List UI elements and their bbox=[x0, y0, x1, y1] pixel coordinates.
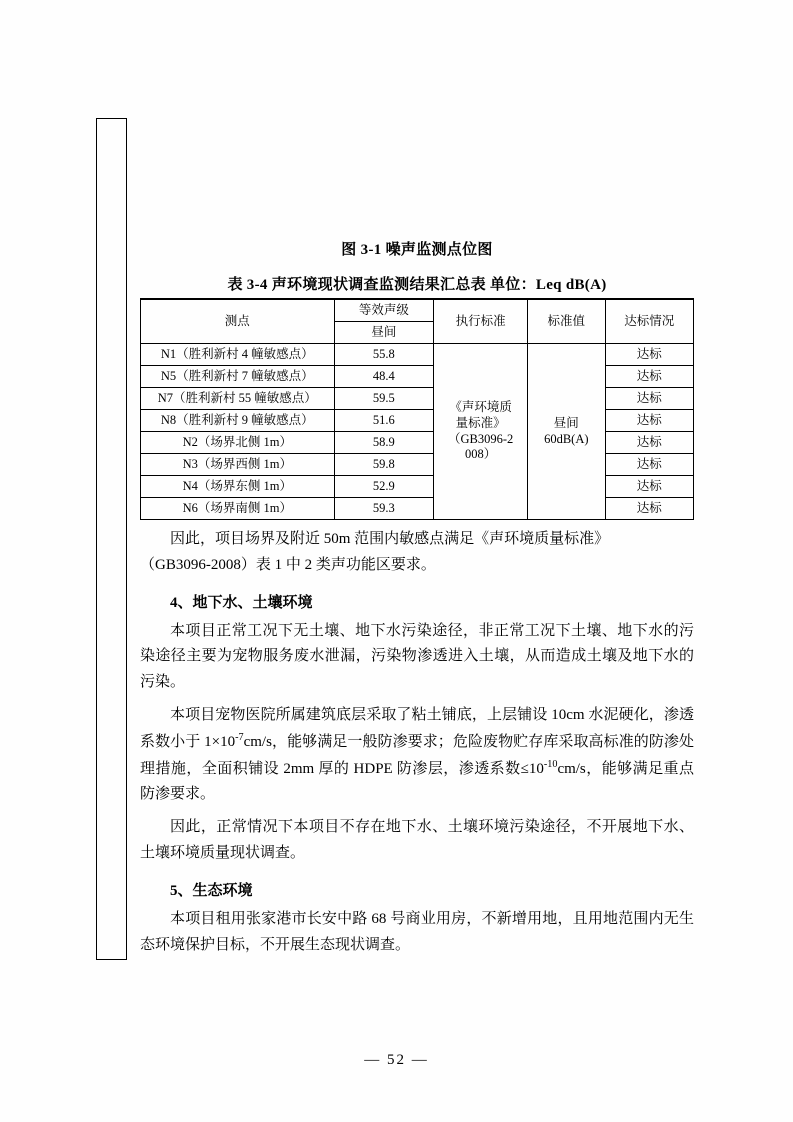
standard-line2: 量标准》 bbox=[455, 415, 506, 430]
header-standard: 执行标准 bbox=[434, 299, 528, 344]
paragraph-groundwater-1: 本项目正常工况下无土壤、地下水污染途径，非正常工况下土壤、地下水的污染途径主要为宠物服务废水泄漏，污染物渗透进入土壤，从而造成土壤及地下水的污染。 bbox=[140, 622, 694, 691]
noise-monitoring-table bbox=[140, 298, 694, 520]
header-standard-value: 标准值 bbox=[528, 299, 605, 344]
cell-result: 达标 bbox=[605, 476, 694, 498]
header-result: 达标情况 bbox=[605, 299, 694, 344]
cell-result: 达标 bbox=[605, 432, 694, 454]
header-point: 测点 bbox=[141, 299, 335, 344]
cell-standard-value bbox=[528, 344, 605, 520]
cell-result: 达标 bbox=[605, 498, 694, 520]
cell-day: 59.3 bbox=[334, 498, 434, 520]
standard-value-line2: 60dB(A) bbox=[544, 431, 589, 446]
heading-groundwater-soil: 4、地下水、土壤环境 bbox=[170, 594, 313, 611]
page-content bbox=[140, 130, 694, 958]
cell-standard bbox=[434, 344, 528, 520]
cell-day: 58.9 bbox=[334, 432, 434, 454]
header-level-day: 昼间 bbox=[334, 322, 434, 344]
standard-line1: 《声环境质 bbox=[449, 400, 512, 415]
p3-part-a: 本项目宠物医院所属建筑底层采取了粘土铺底，上层铺设 10cm 水泥硬化，渗透系数小于 1×10 bbox=[140, 706, 694, 750]
cell-day: 59.5 bbox=[334, 388, 434, 410]
paragraph-groundwater-3: 因此，正常情况下本项目不存在地下水、土壤环境污染途径，不开展地下水、土壤环境质量现状调查。 bbox=[140, 819, 694, 861]
cell-result: 达标 bbox=[605, 388, 694, 410]
cell-point: N1（胜利新村 4 幢敏感点） bbox=[141, 344, 335, 366]
page-number: — 52 — bbox=[364, 1052, 429, 1068]
figure-caption: 图 3-1 噪声监测点位图 bbox=[341, 242, 493, 258]
table-row bbox=[141, 344, 694, 366]
table-row bbox=[141, 498, 694, 520]
standard-line3: （GB3096-2 bbox=[447, 431, 514, 446]
table-row bbox=[141, 366, 694, 388]
cell-day: 48.4 bbox=[334, 366, 434, 388]
page-border-top bbox=[96, 118, 127, 119]
page-border-left-inner bbox=[126, 118, 127, 960]
p3-exponent-1: -7 bbox=[235, 731, 244, 743]
table-row bbox=[141, 388, 694, 410]
heading-ecology: 5、生态环境 bbox=[170, 882, 253, 899]
paragraph-conclusion-line1: 因此，项目场界及附近 50m 范围内敏感点满足《声环境质量标准》 bbox=[170, 531, 610, 547]
cell-result: 达标 bbox=[605, 344, 694, 366]
page-border-bottom bbox=[96, 959, 127, 960]
table-row bbox=[141, 410, 694, 432]
cell-point: N2（场界北侧 1m） bbox=[141, 432, 335, 454]
paragraph-ecology: 本项目租用张家港市长安中路 68 号商业用房，不新增用地，且用地范围内无生态环境保护目标，不开展生态现状调查。 bbox=[140, 910, 694, 953]
cell-day: 55.8 bbox=[334, 344, 434, 366]
cell-day: 52.9 bbox=[334, 476, 434, 498]
standard-value-line1: 昼间 bbox=[553, 415, 579, 430]
table-row bbox=[141, 476, 694, 498]
standard-line4: 008） bbox=[464, 447, 497, 462]
cell-day: 59.8 bbox=[334, 454, 434, 476]
cell-point: N7（胜利新村 55 幢敏感点） bbox=[141, 388, 335, 410]
cell-day: 51.6 bbox=[334, 410, 434, 432]
cell-result: 达标 bbox=[605, 366, 694, 388]
page-border-left-outer bbox=[96, 118, 97, 960]
p3-part-b: cm/s，能够满足一般防渗要求；危险废物贮存库采取高标准的防渗处理措施，全面积铺设 2mm 厚的 HDPE 防渗层，渗透系数≤10 bbox=[140, 733, 694, 777]
table-row bbox=[141, 432, 694, 454]
p3-part-c: cm/s，能够满足重点防渗要求。 bbox=[140, 760, 694, 803]
cell-point: N5（胜利新村 7 幢敏感点） bbox=[141, 366, 335, 388]
cell-point: N6（场界南侧 1m） bbox=[141, 498, 335, 520]
table-header-row-1 bbox=[141, 299, 694, 322]
cell-point: N4（场界东侧 1m） bbox=[141, 476, 335, 498]
header-level-group: 等效声级 bbox=[334, 299, 434, 322]
paragraph-conclusion-line2: （GB3096-2008）表 1 中 2 类声功能区要求。 bbox=[140, 556, 436, 573]
paragraph-groundwater-2 bbox=[140, 703, 694, 808]
p3-exponent-2: -10 bbox=[543, 758, 558, 770]
table-row bbox=[141, 454, 694, 476]
table-caption: 表 3-4 声环境现状调查监测结果汇总表 单位：Leq dB(A) bbox=[227, 277, 607, 293]
cell-point: N8（胜利新村 9 幢敏感点） bbox=[141, 410, 335, 432]
cell-result: 达标 bbox=[605, 454, 694, 476]
cell-result: 达标 bbox=[605, 410, 694, 432]
cell-point: N3（场界西侧 1m） bbox=[141, 454, 335, 476]
